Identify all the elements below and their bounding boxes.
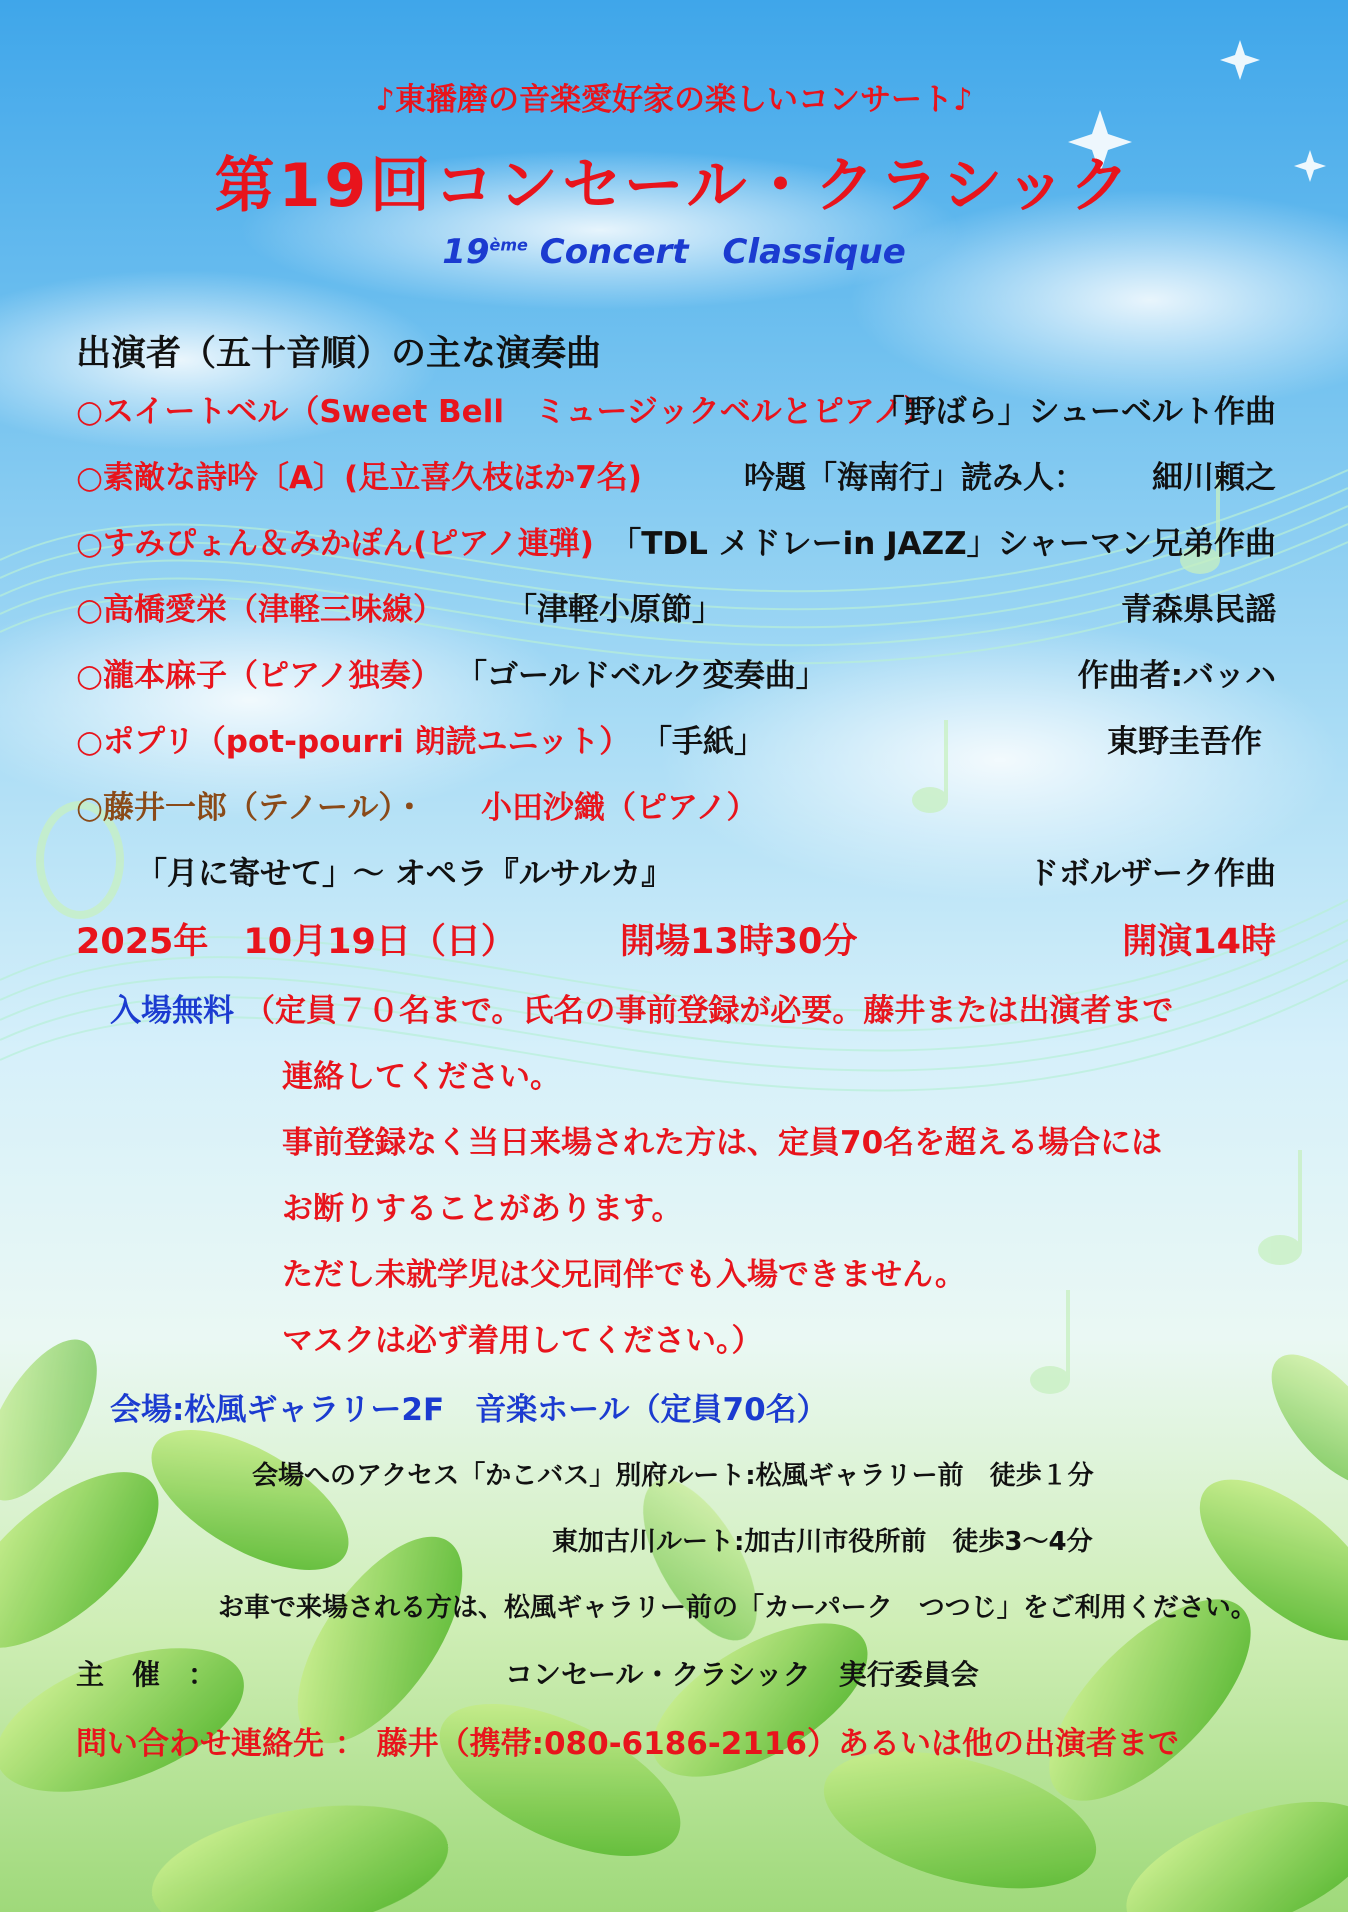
piece-note: 東野圭吾作 bbox=[1107, 724, 1262, 760]
admission-note: マスクは必ず着用してください。） bbox=[282, 1323, 763, 1359]
admission-note: お断りすることがあります。 bbox=[282, 1191, 683, 1227]
organizer-label: 主 催 ： bbox=[76, 1658, 217, 1691]
subtitle-number: 19 bbox=[442, 232, 490, 272]
subtitle bbox=[0, 224, 1348, 273]
piece-note: 細川頼之 bbox=[1152, 460, 1276, 496]
performer-name: 小田沙織（ピアノ） bbox=[481, 790, 758, 826]
performer-name: ○瀧本麻子（ピアノ独奏） bbox=[76, 658, 442, 694]
piece-title: 吟題「海南行」読み人： bbox=[744, 460, 1085, 496]
performer-name: ○素敵な詩吟〔A〕(足立喜久枝ほか7名) bbox=[76, 460, 642, 496]
admission-note: （定員７０名まで。氏名の事前登録が必要。藤井または出演者まで bbox=[244, 993, 1174, 1029]
access-info: 東加古川ルート:加古川市役所前 徒歩3～4分 bbox=[552, 1527, 1093, 1557]
admission-free-label: 入場無料 bbox=[110, 993, 234, 1029]
tagline: ♪東播磨の音楽愛好家の楽しいコンサート♪ bbox=[375, 82, 973, 118]
venue-line: 会場:松風ギャラリー2F 音楽ホール（定員70名） bbox=[110, 1392, 828, 1428]
program-item bbox=[76, 650, 1276, 694]
doors-open-time: 開場13時30分 bbox=[620, 922, 858, 962]
admission-note: 事前登録なく当日来場された方は、定員70名を超える場合には bbox=[282, 1125, 1163, 1161]
parking-info: お車で来場される方は、松風ギャラリー前の「カーパーク つつじ」をご利用ください。 bbox=[218, 1593, 1257, 1623]
performer-name: ○ポプリ（pot-pourri 朗読ユニット） bbox=[76, 724, 631, 760]
program-item bbox=[76, 452, 1276, 496]
page-title: 第19回コンセール・クラシック bbox=[214, 151, 1134, 221]
contact-info: 問い合わせ連絡先 ： 藤井（携帯:080-6186-2116）あるいは他の出演者まで bbox=[76, 1726, 1179, 1762]
schedule-row bbox=[76, 914, 1276, 962]
program-item bbox=[76, 518, 1276, 562]
performer-name: ○高橋愛栄（津軽三味線） bbox=[76, 592, 445, 628]
admission-note: 連絡してください。 bbox=[282, 1059, 561, 1095]
piece-title: 「月に寄せて」～ オペラ『ルサルカ』 bbox=[136, 856, 673, 892]
organizer-name: コンセール・クラシック 実行委員会 bbox=[505, 1658, 979, 1691]
program-item bbox=[76, 386, 1276, 430]
piece-note: 青森県民謡 bbox=[1121, 592, 1276, 628]
program-item bbox=[76, 716, 1276, 760]
start-time: 開演14時 bbox=[1122, 922, 1276, 962]
piece-title: 「ゴールドベルク変奏曲」 bbox=[456, 658, 827, 694]
event-date: 2025年 10月19日（日） bbox=[76, 922, 516, 962]
subtitle-superscript: ème bbox=[489, 235, 528, 255]
performer-name: ○藤井一郎（テノール）・ bbox=[76, 790, 425, 826]
piece-title: 「野ばら」シューベルト作曲 bbox=[873, 394, 1276, 430]
program-heading: 出演者（五十音順）の主な演奏曲 bbox=[76, 334, 602, 374]
piece-title: 「津軽小原節」 bbox=[506, 592, 723, 628]
subtitle-text: Concert Classique bbox=[539, 232, 906, 272]
piece-note: 作曲者:バッハ bbox=[1077, 658, 1276, 694]
program-item bbox=[76, 848, 1276, 892]
performer-name: ○すみぴょん＆みかぽん(ピアノ連弾) bbox=[76, 526, 594, 562]
program-item bbox=[76, 584, 1276, 628]
access-info: 会場へのアクセス「かこバス」別府ルート:松風ギャラリー前 徒歩１分 bbox=[252, 1461, 1094, 1491]
program-item bbox=[76, 782, 1276, 826]
performer-name: ○スイートベル（Sweet Bell ミュージックベルとピアノ） bbox=[76, 394, 935, 430]
piece-note: ドボルザーク作曲 bbox=[1028, 856, 1276, 892]
piece-title: 「手紙」 bbox=[641, 724, 765, 760]
piece-title: 「TDL メドレーin JAZZ」シャーマン兄弟作曲 bbox=[610, 526, 1276, 562]
admission-note: ただし未就学児は父兄同伴でも入場できません。 bbox=[282, 1257, 966, 1293]
